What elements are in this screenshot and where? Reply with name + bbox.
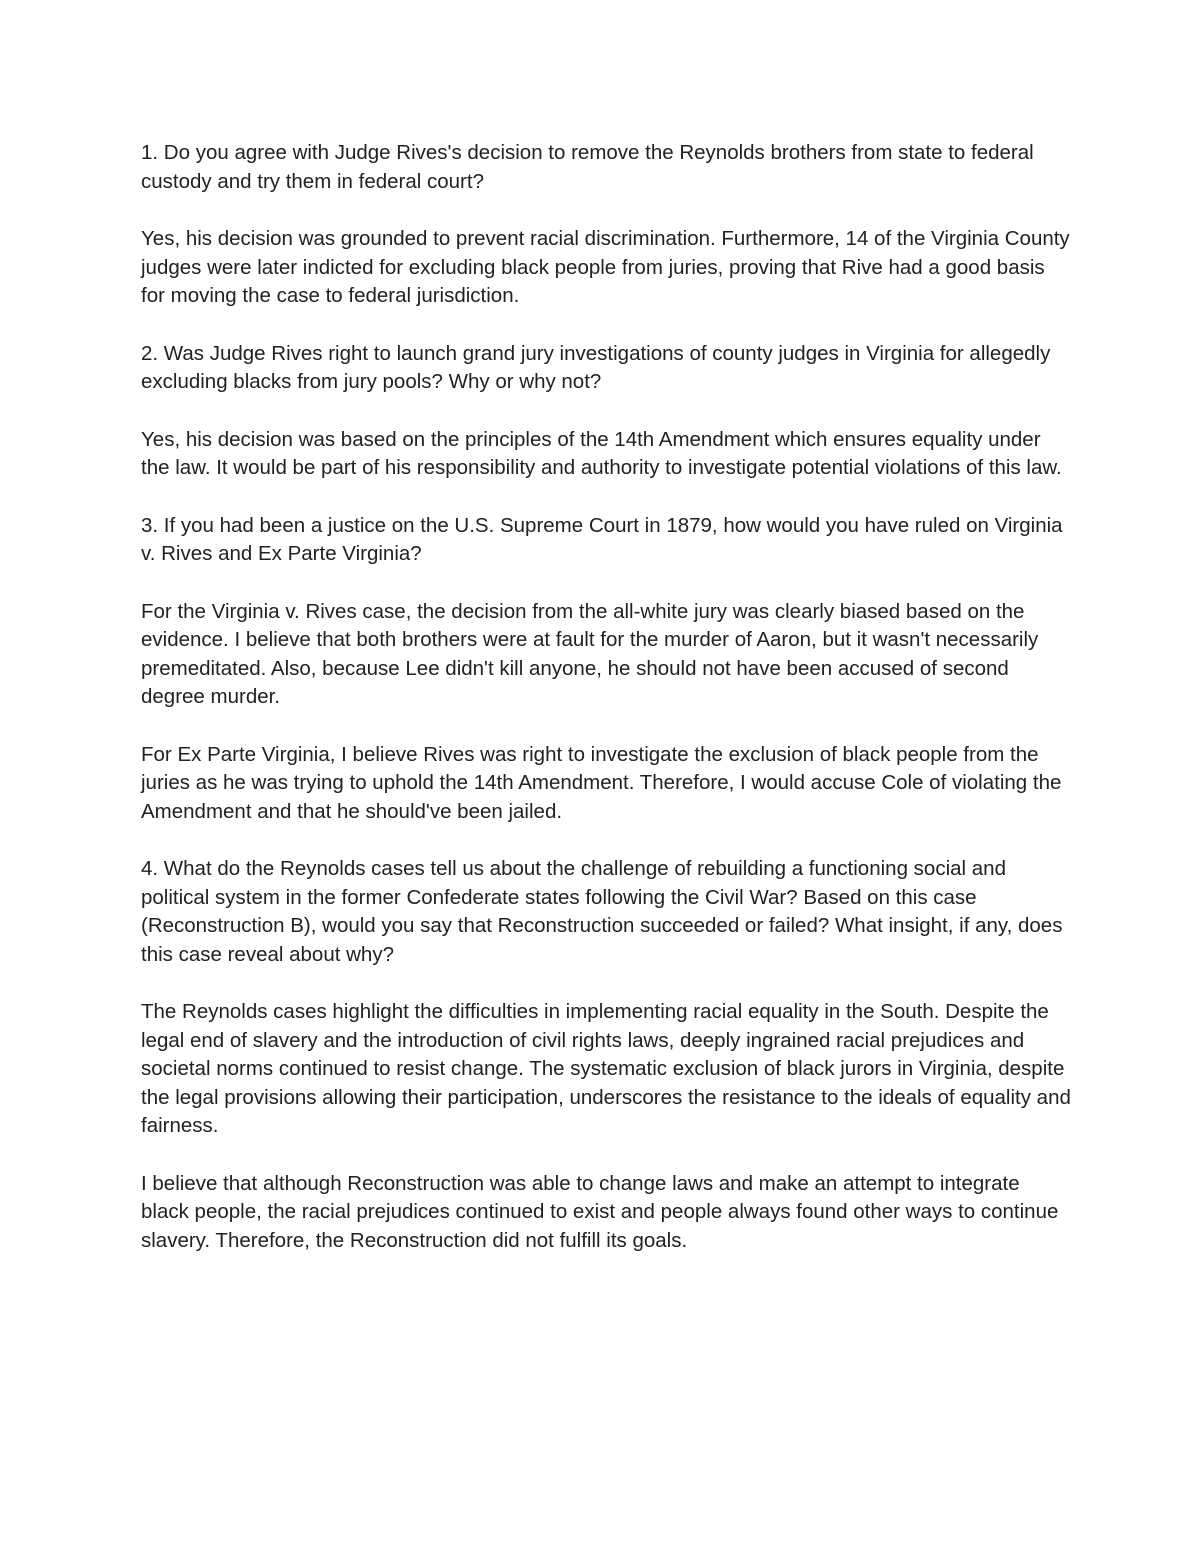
- document-body: [141, 139, 1071, 1284]
- answer-2: Yes, his decision was based on the principles of the 14th Amendment which ensures equality under the law. It would be part of his responsibility and authority to investigate potential violations of this law.: [141, 427, 1062, 479]
- question-3: 3. If you had been a justice on the U.S. Supreme Court in 1879, how would you have ruled on Virginia v. Rives and Ex Parte Virginia?: [141, 513, 1063, 565]
- question-4: 4. What do the Reynolds cases tell us about the challenge of rebuilding a functioning social and political system in the former Confederate states following the Civil War? Based on this case (Reconstruction B), would you say that Reconstruction succeeded or failed? What insight, if any, does this case reveal about why?: [141, 857, 1063, 966]
- answer-1: Yes, his decision was grounded to prevent racial discrimination. Furthermore, 14 of the Virginia County judges were later indicted for excluding black people from juries, proving that Rive had a good basis for moving the case to federal jurisdiction.: [141, 227, 1070, 307]
- answer-4-conclusion: I believe that although Reconstruction was able to change laws and make an attempt to integrate black people, the racial prejudices continued to exist and people always found other ways to continue slavery. Therefore, the Reconstruction did not fulfill its goals.: [141, 1171, 1059, 1252]
- question-2: 2. Was Judge Rives right to launch grand jury investigations of county judges in Virginia for allegedly excluding blacks from jury pools? Why or why not?: [141, 341, 1051, 393]
- answer-4-analysis: The Reynolds cases highlight the difficulties in implementing racial equality in the South. Despite the legal end of slavery and the introduction of civil rights laws, deeply ingrained racial prejudices and societal norms continued to resist change. The systematic exclusion of black jurors in Virginia, despite the legal provisions allowing their participation, underscores the resistance to the ideals of equality and fairness.: [141, 1000, 1071, 1137]
- answer-3-rives: For the Virginia v. Rives case, the decision from the all-white jury was clearly biased based on the evidence. I believe that both brothers were at fault for the murder of Aaron, but it wasn't necessarily premeditated. Also, because Lee didn't kill anyone, he should not have been accused of second degree murder.: [141, 599, 1039, 708]
- answer-3-ex-parte: For Ex Parte Virginia, I believe Rives was right to investigate the exclusion of black people from the juries as he was trying to uphold the 14th Amendment. Therefore, I would accuse Cole of violating the Amendment and that he should've been jailed.: [141, 742, 1062, 823]
- question-1: 1. Do you agree with Judge Rives's decision to remove the Reynolds brothers from state to federal custody and try them in federal court?: [141, 141, 1034, 193]
